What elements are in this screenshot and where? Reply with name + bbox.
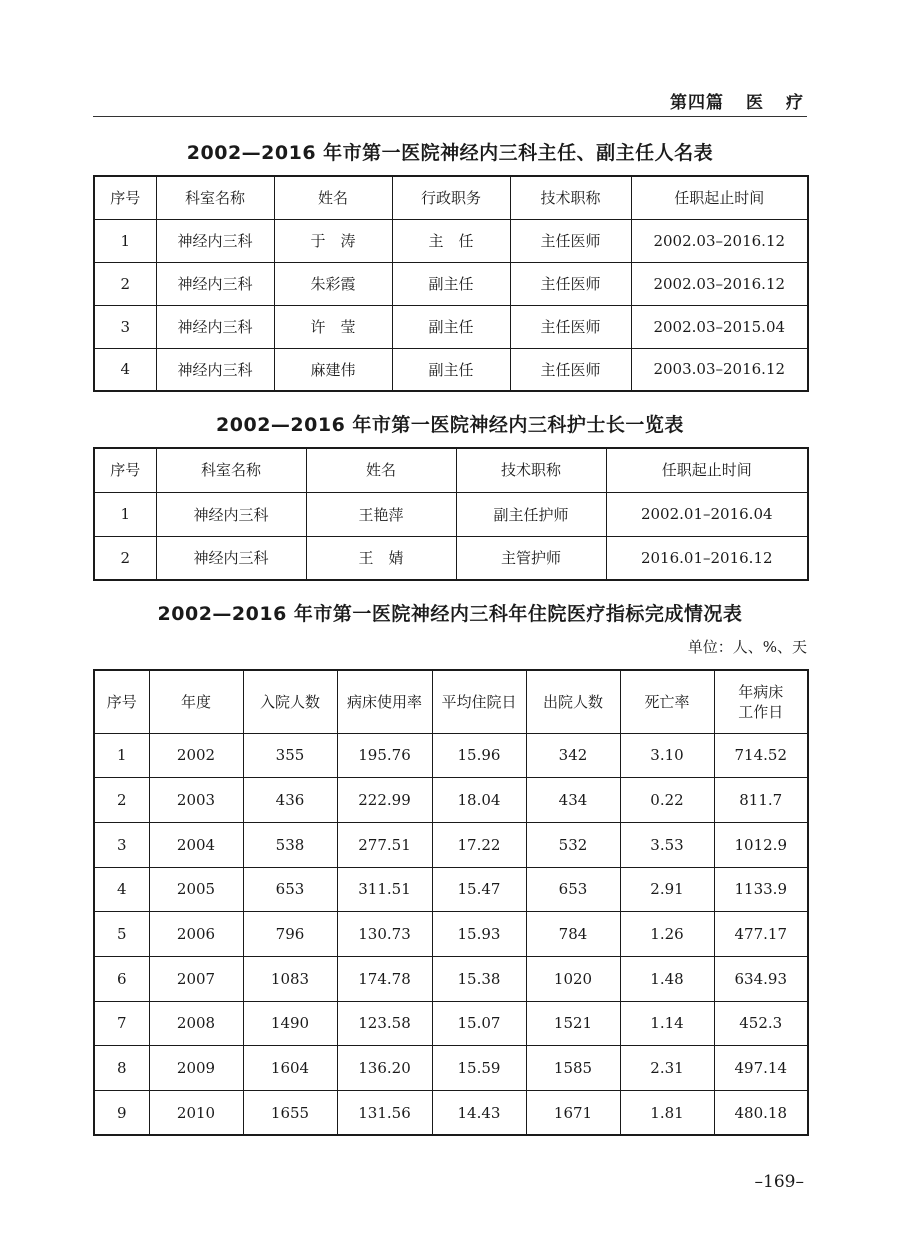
table-cell: 3 [94, 305, 156, 348]
inpatient-indicators-table [93, 669, 809, 1136]
table-cell: 副主任 [392, 262, 510, 305]
column-header: 姓名 [306, 448, 456, 492]
table-cell: 497.14 [714, 1046, 808, 1091]
table-row [94, 912, 808, 957]
table-cell: 神经内三科 [156, 262, 274, 305]
column-header: 病床使用率 [337, 670, 432, 733]
table-cell: 许 莹 [274, 305, 392, 348]
table-cell: 主任医师 [510, 219, 631, 262]
table-cell: 15.38 [432, 956, 526, 1001]
table-cell: 14.43 [432, 1091, 526, 1136]
table1-title: 2002—2016 年市第一医院神经内三科主任、副主任人名表 [186, 142, 714, 164]
table-cell: 7 [94, 1001, 149, 1046]
table-row [94, 733, 808, 778]
table-cell: 神经内三科 [156, 348, 274, 391]
table-cell: 1655 [243, 1091, 337, 1136]
column-header: 技术职称 [456, 448, 606, 492]
header-line-2: 工作日 [738, 702, 784, 721]
table-cell: 3.10 [620, 733, 714, 778]
table-cell: 452.3 [714, 1001, 808, 1046]
table-cell: 1.14 [620, 1001, 714, 1046]
table-cell: 神经内三科 [156, 492, 306, 536]
table-cell: 1.48 [620, 956, 714, 1001]
column-header: 序号 [94, 448, 156, 492]
directors-table [93, 175, 809, 392]
table-cell: 2003.03–2016.12 [631, 348, 808, 391]
table-cell: 355 [243, 733, 337, 778]
table-cell: 714.52 [714, 733, 808, 778]
table-cell: 副主任 [392, 348, 510, 391]
table-cell: 2 [94, 262, 156, 305]
table-cell: 4 [94, 867, 149, 912]
table-cell: 480.18 [714, 1091, 808, 1136]
table-cell: 神经内三科 [156, 305, 274, 348]
table-cell: 2010 [149, 1091, 243, 1136]
table-header-row [94, 176, 808, 219]
table-row [94, 262, 808, 305]
table-row [94, 348, 808, 391]
table-cell: 主任医师 [510, 305, 631, 348]
table-cell: 123.58 [337, 1001, 432, 1046]
table-cell: 9 [94, 1091, 149, 1136]
column-header: 入院人数 [243, 670, 337, 733]
running-head-char-2: 疗 [786, 93, 804, 113]
table3-title: 2002—2016 年市第一医院神经内三科年住院医疗指标完成情况表 [157, 603, 743, 625]
table-cell: 2.91 [620, 867, 714, 912]
column-header: 平均住院日 [432, 670, 526, 733]
column-header: 任职起止时间 [606, 448, 808, 492]
table-cell: 2008 [149, 1001, 243, 1046]
column-header: 出院人数 [526, 670, 620, 733]
table-cell: 2009 [149, 1046, 243, 1091]
column-header: 技术职称 [510, 176, 631, 219]
table-cell: 5 [94, 912, 149, 957]
table-cell: 8 [94, 1046, 149, 1091]
column-header: 死亡率 [620, 670, 714, 733]
table-cell: 神经内三科 [156, 219, 274, 262]
running-head [670, 88, 804, 113]
column-header: 任职起止时间 [631, 176, 808, 219]
table-cell: 18.04 [432, 778, 526, 823]
table-row [94, 956, 808, 1001]
column-header [714, 670, 808, 733]
table-cell: 主 任 [392, 219, 510, 262]
table-cell: 653 [526, 867, 620, 912]
table-cell: 2007 [149, 956, 243, 1001]
table-cell: 174.78 [337, 956, 432, 1001]
table-cell: 1083 [243, 956, 337, 1001]
table-cell: 532 [526, 822, 620, 867]
table-cell: 2002.03–2016.12 [631, 262, 808, 305]
table-cell: 136.20 [337, 1046, 432, 1091]
table-cell: 538 [243, 822, 337, 867]
column-header: 序号 [94, 176, 156, 219]
table-cell: 15.59 [432, 1046, 526, 1091]
table-cell: 王 婧 [306, 536, 456, 580]
table-cell: 1671 [526, 1091, 620, 1136]
running-head-char-1: 医 [746, 93, 764, 113]
table-cell: 811.7 [714, 778, 808, 823]
table-cell: 634.93 [714, 956, 808, 1001]
table-row [94, 1091, 808, 1136]
table-cell: 3 [94, 822, 149, 867]
table-cell: 17.22 [432, 822, 526, 867]
table-cell: 653 [243, 867, 337, 912]
running-head-part: 第四篇 [670, 93, 724, 113]
table-cell: 于 涛 [274, 219, 392, 262]
table-cell: 222.99 [337, 778, 432, 823]
table-cell: 1.26 [620, 912, 714, 957]
table-cell: 6 [94, 956, 149, 1001]
table-cell: 2 [94, 778, 149, 823]
column-header: 行政职务 [392, 176, 510, 219]
table-cell: 2002.03–2016.12 [631, 219, 808, 262]
table-cell: 1585 [526, 1046, 620, 1091]
table-row [94, 1046, 808, 1091]
header-rule [93, 116, 807, 117]
table-cell: 796 [243, 912, 337, 957]
table-cell: 434 [526, 778, 620, 823]
table-cell: 2006 [149, 912, 243, 957]
table-cell: 784 [526, 912, 620, 957]
table-cell: 342 [526, 733, 620, 778]
table-cell: 1604 [243, 1046, 337, 1091]
table-cell: 4 [94, 348, 156, 391]
table-cell: 477.17 [714, 912, 808, 957]
unit-note: 单位：人、%、天 [687, 638, 807, 656]
table-cell: 朱彩霞 [274, 262, 392, 305]
table-cell: 130.73 [337, 912, 432, 957]
table-cell: 1.81 [620, 1091, 714, 1136]
table-cell: 195.76 [337, 733, 432, 778]
table-cell: 1020 [526, 956, 620, 1001]
table-cell: 神经内三科 [156, 536, 306, 580]
table-row [94, 778, 808, 823]
table-cell: 麻建伟 [274, 348, 392, 391]
table-cell: 主管护师 [456, 536, 606, 580]
table-cell: 主任医师 [510, 262, 631, 305]
table-cell: 2005 [149, 867, 243, 912]
page-number: –169– [754, 1172, 804, 1192]
table-row [94, 822, 808, 867]
table-cell: 2.31 [620, 1046, 714, 1091]
table-cell: 王艳萍 [306, 492, 456, 536]
table-row [94, 1001, 808, 1046]
table-cell: 1 [94, 733, 149, 778]
table-cell: 436 [243, 778, 337, 823]
table-cell: 2003 [149, 778, 243, 823]
column-header: 科室名称 [156, 176, 274, 219]
table-cell: 1 [94, 219, 156, 262]
table-cell: 2004 [149, 822, 243, 867]
table-cell: 2002.03–2015.04 [631, 305, 808, 348]
table-cell: 1521 [526, 1001, 620, 1046]
table-cell: 15.07 [432, 1001, 526, 1046]
column-header: 科室名称 [156, 448, 306, 492]
table-cell: 3.53 [620, 822, 714, 867]
table-row [94, 305, 808, 348]
table-cell: 2 [94, 536, 156, 580]
table-cell: 277.51 [337, 822, 432, 867]
table-cell: 1012.9 [714, 822, 808, 867]
table-cell: 主任医师 [510, 348, 631, 391]
table-cell: 2016.01–2016.12 [606, 536, 808, 580]
table-cell: 副主任 [392, 305, 510, 348]
table-row [94, 219, 808, 262]
table-cell: 2002.01–2016.04 [606, 492, 808, 536]
table-cell: 15.93 [432, 912, 526, 957]
header-line-1: 年病床 [738, 682, 784, 701]
column-header: 年度 [149, 670, 243, 733]
head-nurses-table [93, 447, 809, 581]
table-cell: 1490 [243, 1001, 337, 1046]
table-cell: 2002 [149, 733, 243, 778]
table-cell: 1133.9 [714, 867, 808, 912]
table-cell: 1 [94, 492, 156, 536]
column-header: 姓名 [274, 176, 392, 219]
table-row [94, 867, 808, 912]
table-cell: 15.96 [432, 733, 526, 778]
column-header: 序号 [94, 670, 149, 733]
table-row [94, 492, 808, 536]
table-cell: 131.56 [337, 1091, 432, 1136]
table-header-row [94, 448, 808, 492]
table-cell: 副主任护师 [456, 492, 606, 536]
table2-title: 2002—2016 年市第一医院神经内三科护士长一览表 [216, 414, 684, 436]
table-cell: 311.51 [337, 867, 432, 912]
table-header-row [94, 670, 808, 733]
table-cell: 0.22 [620, 778, 714, 823]
table-cell: 15.47 [432, 867, 526, 912]
table-row [94, 536, 808, 580]
